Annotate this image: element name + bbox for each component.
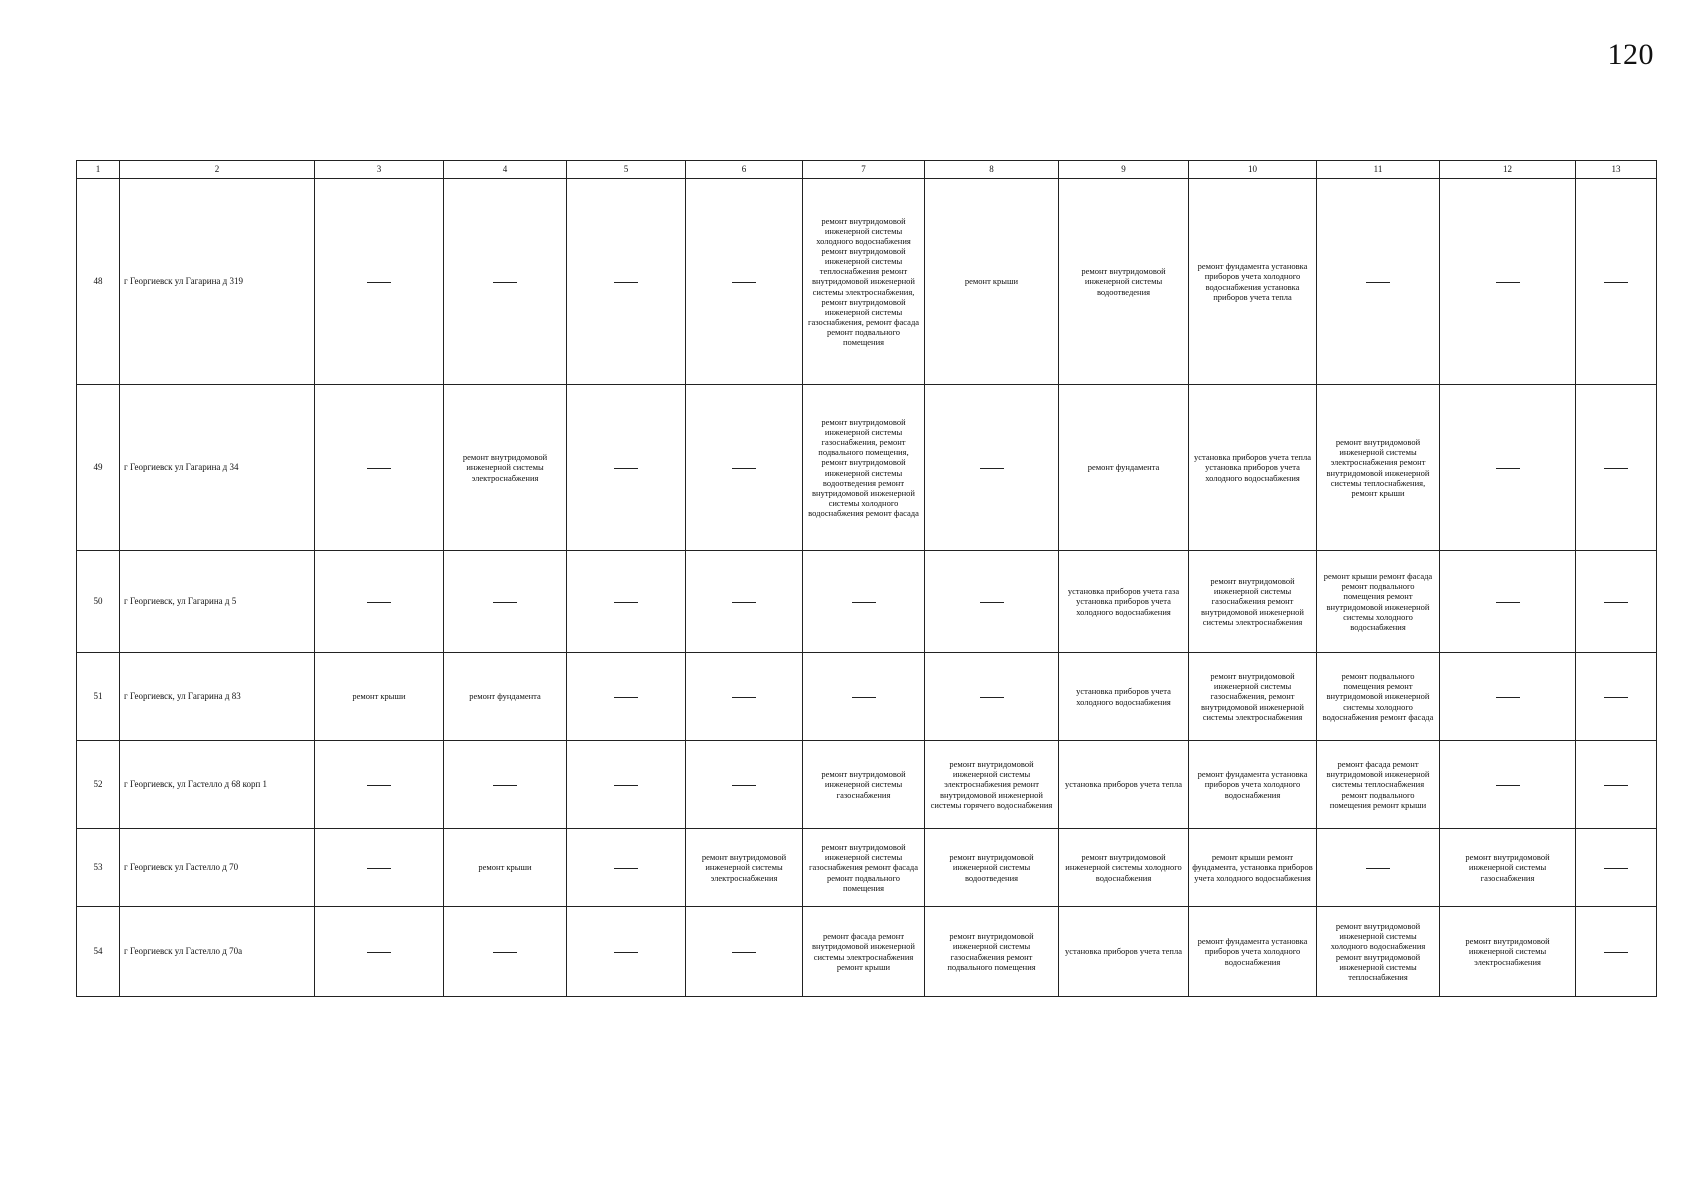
work-cell: ремонт крыши ремонт фасада ремонт подвального помещения ремонт внутридомовой инженерной системы холодного водоснабжения [1317,551,1440,653]
dash-mark [852,697,876,698]
row-number: 50 [77,551,120,653]
empty-cell [1440,385,1576,551]
row-number: 54 [77,907,120,997]
table-row [77,551,1657,653]
dash-mark [1604,697,1628,698]
dash-mark [1604,785,1628,786]
dash-mark [1366,282,1390,283]
dash-mark [852,602,876,603]
empty-cell [567,829,686,907]
dash-mark [614,868,638,869]
column-number: 12 [1440,161,1576,179]
work-cell: ремонт внутридомовой инженерной системы водоотведения [1059,179,1189,385]
row-number: 48 [77,179,120,385]
empty-cell [1576,179,1657,385]
column-number: 2 [120,161,315,179]
dash-mark [732,282,756,283]
column-number: 10 [1189,161,1317,179]
table-row [77,179,1657,385]
dash-mark [367,785,391,786]
empty-cell [444,907,567,997]
address-cell: г Георгиевск ул Гагарина д 319 [120,179,315,385]
dash-mark [980,602,1004,603]
page-number: 120 [1607,38,1654,71]
work-cell: ремонт фундамента [444,653,567,741]
empty-cell [686,179,803,385]
column-number: 11 [1317,161,1440,179]
empty-cell [567,179,686,385]
work-cell: ремонт внутридомовой инженерной системы электроснабжения [444,385,567,551]
empty-cell [686,907,803,997]
empty-cell [1440,551,1576,653]
empty-cell [925,653,1059,741]
table-row [77,653,1657,741]
row-number: 52 [77,741,120,829]
work-cell: ремонт фундамента установка приборов учета холодного водоснабжения установка приборов учета тепла [1189,179,1317,385]
work-cell: ремонт крыши [925,179,1059,385]
work-cell: ремонт внутридомовой инженерной системы электроснабжения ремонт внутридомовой инженерной системы горячего водоснабжения [925,741,1059,829]
empty-cell [1440,741,1576,829]
work-cell: ремонт внутридомовой инженерной системы электроснабжения [686,829,803,907]
empty-cell [686,653,803,741]
column-number-row [77,161,1657,179]
empty-cell [567,551,686,653]
work-cell: ремонт внутридомовой инженерной системы электроснабжения [1440,907,1576,997]
empty-cell [1576,551,1657,653]
work-cell: ремонт внутридомовой инженерной системы газоснабжения [803,741,925,829]
table-row [77,829,1657,907]
dash-mark [1604,602,1628,603]
empty-cell [315,385,444,551]
dash-mark [367,602,391,603]
dash-mark [614,468,638,469]
empty-cell [1317,179,1440,385]
dash-mark [367,868,391,869]
column-number: 6 [686,161,803,179]
address-cell: г Георгиевск ул Гастелло д 70а [120,907,315,997]
table-row [77,907,1657,997]
address-cell: г Георгиевск ул Гастелло д 70 [120,829,315,907]
dash-mark [1366,868,1390,869]
row-number: 53 [77,829,120,907]
dash-mark [1604,868,1628,869]
work-cell: ремонт внутридомовой инженерной системы холодного водоснабжения ремонт внутридомовой инженерной системы теплоснабжения ремонт внутридомовой инженерной системы электроснабжения, ремонт внутридомовой инженерной системы газоснабжения, ремонт фасада ремонт подвального помещения [803,179,925,385]
column-number: 4 [444,161,567,179]
work-cell: ремонт крыши [315,653,444,741]
empty-cell [444,179,567,385]
dash-mark [1604,952,1628,953]
work-cell: ремонт фундамента установка приборов учета холодного водоснабжения [1189,741,1317,829]
work-cell: ремонт внутридомовой инженерной системы водоотведения [925,829,1059,907]
work-cell: ремонт крыши [444,829,567,907]
dash-mark [1604,468,1628,469]
work-cell: ремонт фасада ремонт внутридомовой инженерной системы электроснабжения ремонт крыши [803,907,925,997]
empty-cell [444,741,567,829]
empty-cell [1576,829,1657,907]
dash-mark [493,952,517,953]
empty-cell [686,551,803,653]
empty-cell [686,741,803,829]
empty-cell [803,551,925,653]
work-cell: установка приборов учета тепла [1059,741,1189,829]
work-cell: установка приборов учета газа установка приборов учета холодного водоснабжения [1059,551,1189,653]
dash-mark [493,282,517,283]
dash-mark [1604,282,1628,283]
work-cell: ремонт внутридомовой инженерной системы электроснабжения ремонт внутридомовой инженерной системы теплоснабжения, ремонт крыши [1317,385,1440,551]
dash-mark [732,785,756,786]
work-cell: установка приборов учета тепла [1059,907,1189,997]
column-number: 7 [803,161,925,179]
work-cell: ремонт внутридомовой инженерной системы газоснабжения [1440,829,1576,907]
empty-cell [315,907,444,997]
empty-cell [444,551,567,653]
dash-mark [732,602,756,603]
dash-mark [614,785,638,786]
empty-cell [567,741,686,829]
column-number: 3 [315,161,444,179]
work-cell: ремонт подвального помещения ремонт внутридомовой инженерной системы холодного водоснабжения ремонт фасада [1317,653,1440,741]
empty-cell [315,551,444,653]
repair-schedule-table [76,160,1657,997]
empty-cell [1576,385,1657,551]
dash-mark [367,952,391,953]
empty-cell [567,385,686,551]
empty-cell [315,829,444,907]
address-cell: г Георгиевск, ул Гагарина д 83 [120,653,315,741]
dash-mark [980,468,1004,469]
work-cell: ремонт внутридомовой инженерной системы газоснабжения ремонт подвального помещения [925,907,1059,997]
dash-mark [367,282,391,283]
dash-mark [732,468,756,469]
dash-mark [367,468,391,469]
empty-cell [315,179,444,385]
work-cell: установка приборов учета тепла установка приборов учета холодного водоснабжения [1189,385,1317,551]
empty-cell [567,653,686,741]
work-cell: ремонт фундамента установка приборов учета холодного водоснабжения [1189,907,1317,997]
address-cell: г Георгиевск, ул Гастелло д 68 корп 1 [120,741,315,829]
work-cell: ремонт внутридомовой инженерной системы холодного водоснабжения [1059,829,1189,907]
dash-mark [732,952,756,953]
address-cell: г Георгиевск ул Гагарина д 34 [120,385,315,551]
empty-cell [1440,179,1576,385]
table-row [77,741,1657,829]
dash-mark [493,602,517,603]
empty-cell [925,385,1059,551]
column-number: 9 [1059,161,1189,179]
work-cell: ремонт крыши ремонт фундамента, установка приборов учета холодного водоснабжения [1189,829,1317,907]
row-number: 51 [77,653,120,741]
empty-cell [1576,907,1657,997]
dash-mark [614,282,638,283]
work-cell: ремонт внутридомовой инженерной системы газоснабжения, ремонт подвального помещения, ремонт внутридомовой инженерной системы водоотведения ремонт внутридомовой инженерной системы холодного водоснабжения ремонт фасада [803,385,925,551]
empty-cell [1576,653,1657,741]
empty-cell [686,385,803,551]
dash-mark [1496,785,1520,786]
empty-cell [1317,829,1440,907]
table-row [77,385,1657,551]
dash-mark [614,697,638,698]
dash-mark [614,952,638,953]
column-number: 8 [925,161,1059,179]
column-number: 13 [1576,161,1657,179]
dash-mark [493,785,517,786]
empty-cell [1576,741,1657,829]
dash-mark [1496,697,1520,698]
dash-mark [980,697,1004,698]
column-number: 5 [567,161,686,179]
dash-mark [1496,282,1520,283]
dash-mark [1496,468,1520,469]
dash-mark [732,697,756,698]
empty-cell [803,653,925,741]
work-cell: ремонт внутридомовой инженерной системы газоснабжения ремонт внутридомовой инженерной системы электроснабжения [1189,551,1317,653]
empty-cell [567,907,686,997]
work-cell: ремонт внутридомовой инженерной системы газоснабжения, ремонт внутридомовой инженерной системы электроснабжения [1189,653,1317,741]
empty-cell [1440,653,1576,741]
row-number: 49 [77,385,120,551]
work-cell: ремонт внутридомовой инженерной системы газоснабжения ремонт фасада ремонт подвального помещения [803,829,925,907]
work-cell: установка приборов учета холодного водоснабжения [1059,653,1189,741]
address-cell: г Георгиевск, ул Гагарина д 5 [120,551,315,653]
empty-cell [315,741,444,829]
column-number: 1 [77,161,120,179]
empty-cell [925,551,1059,653]
dash-mark [1496,602,1520,603]
work-cell: ремонт фундамента [1059,385,1189,551]
dash-mark [614,602,638,603]
work-cell: ремонт фасада ремонт внутридомовой инженерной системы теплоснабжения ремонт подвального помещения ремонт крыши [1317,741,1440,829]
work-cell: ремонт внутридомовой инженерной системы холодного водоснабжения ремонт внутридомовой инженерной системы теплоснабжения [1317,907,1440,997]
